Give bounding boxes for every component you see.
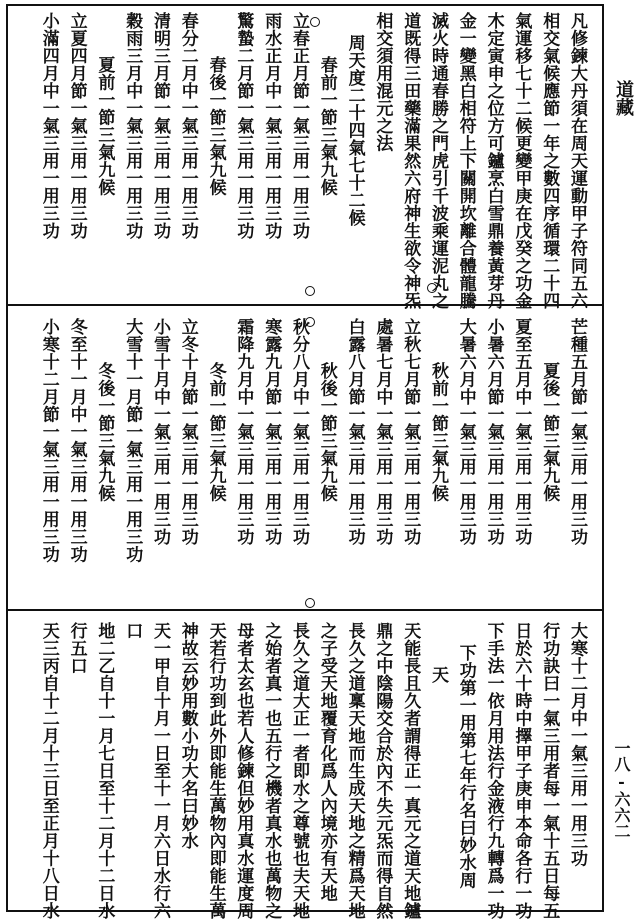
- text-column: 秋前一節三氣九候: [428, 362, 448, 502]
- collection-title: 道藏: [613, 80, 634, 116]
- text-column: 驚蟄二月節一氣三用一用三功: [233, 12, 254, 240]
- text-column: 周天度二十四氣七十二候: [344, 34, 365, 227]
- text-column: 夏後一節三氣九候: [539, 362, 560, 502]
- text-column: 行五口: [66, 622, 87, 675]
- text-column: 夏前一節三氣九候: [94, 56, 115, 196]
- text-column: 小滿四月中一氣三用一用三功: [38, 12, 59, 240]
- page-number: 一八-六六二: [612, 740, 631, 839]
- text-column: 天一甲自十月一日至十一月六日水行六: [150, 622, 170, 920]
- text-column: 長久之道稟天地而生成天地之精爲天地: [344, 622, 365, 920]
- text-column: 清明三月節一氣三用一用三功: [150, 12, 170, 240]
- panel-divider-2: [6, 609, 604, 611]
- text-column: 長久之道大正一者即水之尊號也夫天地: [289, 622, 309, 920]
- text-column: 下手法一依月用法行金液行九轉爲一功: [483, 622, 504, 920]
- text-column: 立冬十月節一氣三用一用三功: [177, 318, 198, 546]
- text-column: 雨水正月中一氣三用一用三功: [261, 12, 282, 240]
- circle-mark: [310, 17, 320, 27]
- text-column: 小暑六月節一氣三用一用三功: [483, 318, 504, 546]
- text-column: 凡修鍊大丹須在周天運動甲子符同五六: [567, 12, 587, 310]
- text-column: 大寒十二月中一氣三用一用三功: [567, 622, 587, 867]
- text-column: 立秋七月節一氣三用一用三功: [400, 318, 421, 546]
- text-column: 天三丙自十二月十三日至正月十八日水: [38, 622, 59, 920]
- circle-mark: [427, 283, 437, 293]
- text-column: 芒種五月節一氣三用一用三功: [567, 318, 587, 546]
- text-column: 春後一節三氣九候: [205, 56, 226, 196]
- text-column: 日於六十時中擇甲子庚申本命各行一功: [511, 622, 532, 920]
- text-column: 小寒十二月節一氣三用一用三功: [38, 318, 59, 563]
- text-column: 母者太玄也若人修鍊但妙用真水運度周: [233, 622, 254, 920]
- text-column: 相交須用混元之法: [372, 12, 393, 152]
- text-column: 木定寅申之位方可鑪烹白雪鼎養黃芽丹: [483, 12, 504, 310]
- text-column: 之子受天地覆育化爲人內境亦有天地: [316, 622, 337, 902]
- text-column: 秋分八月中一氣三用一用三功: [289, 318, 309, 546]
- text-column: 夏至五月中一氣三用一用三功: [511, 318, 532, 546]
- text-column: 神故云妙用數小功大名曰妙水: [177, 622, 198, 850]
- text-column: 霜降九月中一氣三用一用三功: [233, 318, 254, 546]
- text-column: 冬後一節三氣九候: [94, 362, 115, 502]
- text-column: 立春正月節一氣三用一用三功: [289, 12, 309, 240]
- text-column: 大暑六月中一氣三用一用三功: [455, 318, 476, 546]
- text-column: 冬前一節三氣九候: [205, 362, 226, 502]
- text-column: 地二乙自十一月七日至十二月十二日水: [94, 622, 115, 920]
- text-column: 穀雨三月中一氣三用一用三功: [122, 12, 143, 240]
- text-column: 行功訣曰一氣三用者每一氣十五日每五: [539, 622, 560, 920]
- text-column: 天能長且久者謂得正一真元之道天地鑪: [400, 622, 421, 920]
- circle-mark: [305, 598, 315, 608]
- text-column: 春分二月中一氣三用一用三功: [177, 12, 198, 240]
- text-column: 滅火時通春勝之門虎引千波乘運泥丸之: [428, 12, 448, 310]
- text-column: 大雪十一月節一氣三用一用三功: [122, 318, 143, 563]
- text-column: 下功第一用第七年行名曰妙水周: [455, 644, 476, 889]
- text-column: 小雪十月中一氣三用一用三功: [150, 318, 170, 546]
- text-column: 白露八月節一氣三用一用三功: [344, 318, 365, 546]
- text-column: 天: [428, 666, 448, 684]
- text-column: 立夏四月節一氣三用一用三功: [66, 12, 87, 240]
- text-column: 鼎之中陰陽交合於內不失元炁而得自然: [372, 622, 393, 920]
- text-column: 秋後一節三氣九候: [316, 362, 337, 502]
- text-column: 口: [122, 622, 143, 640]
- text-column: 寒露九月節一氣三用一用三功: [261, 318, 282, 546]
- text-column: 之始者真一也五行之機者真水也萬物之: [261, 622, 282, 920]
- text-column: 春前一節三氣九候: [316, 56, 337, 196]
- text-column: 金一變黑白相符上下關開坎離合體龍騰: [455, 12, 476, 310]
- text-column: 冬至十一月中一氣三用一用三功: [66, 318, 87, 563]
- circle-mark: [305, 317, 315, 327]
- circle-mark: [305, 286, 315, 296]
- text-column: 道既得三田藥滿果然六府神生欲令神炁: [400, 12, 421, 310]
- text-column: 氣運移七十二候更變甲庚在戊癸之功金: [511, 12, 532, 310]
- text-column: 天若行功到此外即能生萬物內即能生萬: [205, 622, 226, 920]
- text-column: 處暑七月中一氣三用一用三功: [372, 318, 393, 546]
- text-column: 相交氣候應節一年之數四序循環二十四: [539, 12, 560, 310]
